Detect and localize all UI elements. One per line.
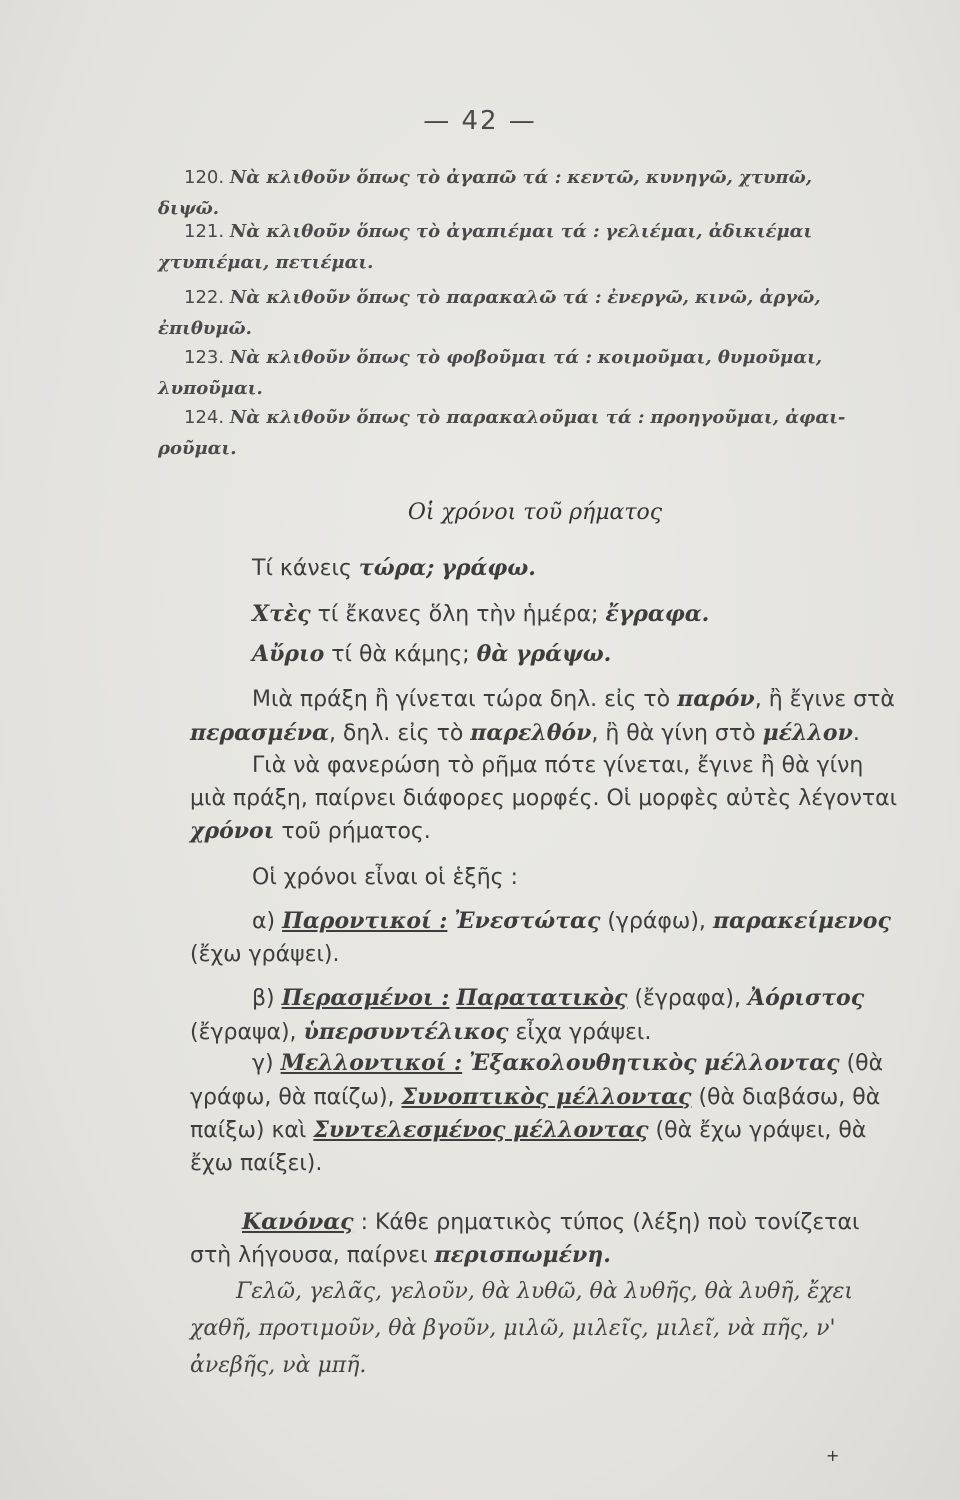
qa-line-3 (190, 638, 906, 672)
tense-example: (γράφω), (607, 909, 706, 934)
tense-name: Ἀόριστος (748, 985, 865, 1011)
group-title: Μελλοντικοί : (280, 1050, 463, 1076)
qa-answer: γράφω. (441, 555, 536, 581)
term: μέλλον (762, 719, 853, 746)
group-title: Περασμένοι : (281, 985, 450, 1011)
qa-question: Τί κάνεις (252, 556, 352, 581)
paragraph-tense-intro (190, 683, 906, 750)
exercise-number: 120. (184, 167, 225, 188)
exercise-number: 122. (184, 287, 225, 308)
term: περασμένα (190, 719, 329, 746)
text: Γιὰ νὰ φανερώση τὸ ρῆμα πότε γίνεται, ἔγινε ἢ θὰ γίνη μιὰ πράξη, παίρνει διάφορες μορφές. Οἱ μορφὲς αὐτὲς λέγονται (190, 753, 898, 811)
text: . (852, 720, 860, 746)
rule-paragraph (190, 1206, 906, 1272)
rule-text: : Κάθε ρηματικὸς τύπος (λέξη) ποὺ τονίζεται στὴ λήγουσα, παίρνει (190, 1210, 860, 1268)
rule-label: Κανόνας (242, 1209, 354, 1235)
exercise-words: ἐνεργῶ, κινῶ, ἀργῶ, (607, 287, 821, 308)
footer-mark: + (826, 1446, 840, 1465)
exercise-number: 121. (184, 221, 225, 242)
tense-group-present (190, 905, 906, 971)
exercise-instruction: Νὰ κλιθοῦν ὅπως τὸ ἀγαπῶ τά : (229, 167, 562, 188)
paragraph-tenses-list-intro (190, 862, 906, 895)
exercise-instruction: Νὰ κλιθοῦν ὅπως τὸ ἀγαπιέμαι τά : (229, 221, 600, 242)
qa-question-emphasis: τώρα; (358, 555, 435, 581)
exercise-instruction: Νὰ κλιθοῦν ὅπως τὸ φοβοῦμαι τά : (229, 347, 593, 368)
exercise-number: 123. (184, 347, 225, 368)
tense-name: Παρατατικὸς (456, 985, 628, 1011)
tense-example: (θὰ γράφω, θὰ παίζω), (190, 1051, 884, 1110)
group-title: Παροντικοί : (282, 908, 448, 934)
tense-name: Συντελεσμένος μέλλοντας (313, 1117, 649, 1143)
exercise-instruction: Νὰ κλιθοῦν ὅπως τὸ παρακαλοῦμαι τά : (229, 407, 645, 428)
text: τοῦ ρήματος. (281, 819, 431, 844)
tense-name: παρακείμενος (712, 908, 891, 934)
page-number: — 42 — (423, 106, 537, 136)
exercise-121 (158, 216, 900, 278)
exercise-122 (158, 282, 900, 344)
exercise-continuation: ἐπιθυμῶ. (158, 318, 252, 339)
exercise-number: 124. (184, 407, 225, 428)
paragraph-tense-definition (190, 750, 906, 849)
exercise-words: προηγοῦμαι, ἀφαι- (650, 407, 846, 428)
text: , ἢ ἔγινε στὰ (754, 687, 895, 712)
tense-example: (θὰ διαβάσω, θὰ παίξω) καὶ (190, 1084, 881, 1143)
tense-group-future (190, 1047, 906, 1180)
tense-example: (ἔχω γράψει). (190, 941, 340, 967)
text: , δηλ. εἰς τὸ (328, 720, 464, 746)
qa-question-emphasis: Αὔριο (252, 641, 325, 667)
tense-name: ὑπερσυντέλικος (303, 1018, 509, 1045)
tense-example: (θὰ ἔχω γράψει, θὰ ἔχω παίξει). (190, 1118, 867, 1176)
text: Οἱ χρόνοι εἶναι οἱ ἑξῆς : (252, 865, 518, 890)
exercise-continuation: χτυπιέμαι, πετιέμαι. (158, 252, 374, 273)
exercise-124 (158, 402, 900, 464)
list-label: α) (252, 909, 276, 934)
text: , ἢ θὰ γίνη στὸ (591, 720, 756, 746)
tense-example: (ἔγραφα), (634, 986, 741, 1011)
term: χρόνοι (190, 818, 275, 844)
exercise-instruction: Νὰ κλιθοῦν ὅπως τὸ παρακαλῶ τά : (229, 287, 602, 308)
rule-term: περισπωμένη. (434, 1242, 611, 1268)
section-heading: Οἱ χρόνοι τοῦ ρήματος (407, 500, 663, 525)
tense-name: Ἐξακολουθητικὸς μέλλοντας (469, 1050, 840, 1076)
exercise-continuation: λυποῦμαι. (158, 378, 263, 399)
list-label: γ) (252, 1051, 274, 1076)
exercise-120 (158, 162, 900, 224)
list-label: β) (252, 986, 275, 1011)
qa-line-2 (190, 598, 906, 632)
tense-example: (ἔγραψα), (190, 1019, 297, 1045)
qa-answer: ἔγραφα. (605, 601, 710, 627)
exercise-words: γελιέμαι, ἀδικιέμαι (605, 221, 813, 242)
exercise-words: κεντῶ, κυνηγῶ, χτυπῶ, (567, 167, 813, 188)
qa-question-emphasis: Χτὲς (252, 601, 311, 627)
exercise-continuation: διψῶ. (158, 198, 220, 219)
qa-line-1 (190, 552, 906, 586)
exercise-123 (158, 342, 900, 404)
tense-name: Ἐνεστώτας (454, 908, 601, 934)
tense-example: εἶχα γράψει. (515, 1019, 652, 1045)
qa-question: τί θὰ κάμης; (331, 642, 470, 667)
qa-answer: θὰ γράψω. (476, 641, 612, 667)
rule-examples (190, 1273, 906, 1384)
tense-group-past (190, 982, 906, 1049)
term: παρελθόν (470, 719, 592, 746)
examples-text: Γελῶ, γελᾶς, γελοῦν, θὰ λυθῶ, θὰ λυθῆς, θὰ λυθῆ, ἔχει χαθῆ, προτιμοῦν, θὰ βγοῦν, μιλῶ, μιλεῖς, μιλεῖ, νὰ πῆς, ν' ἀνεβῆς, νὰ μπῆ. (190, 1279, 853, 1378)
qa-question: τί ἔκανες ὅλη τὴν ἡμέρα; (317, 602, 599, 627)
text: Μιὰ πράξη ἢ γίνεται τώρα δηλ. εἰς τὸ (252, 687, 671, 712)
exercise-continuation: ροῦμαι. (158, 438, 237, 459)
term: παρόν (677, 686, 755, 712)
tense-name: Συνοπτικὸς μέλλοντας (401, 1083, 692, 1110)
exercise-words: κοιμοῦμαι, θυμοῦμαι, (597, 347, 823, 368)
